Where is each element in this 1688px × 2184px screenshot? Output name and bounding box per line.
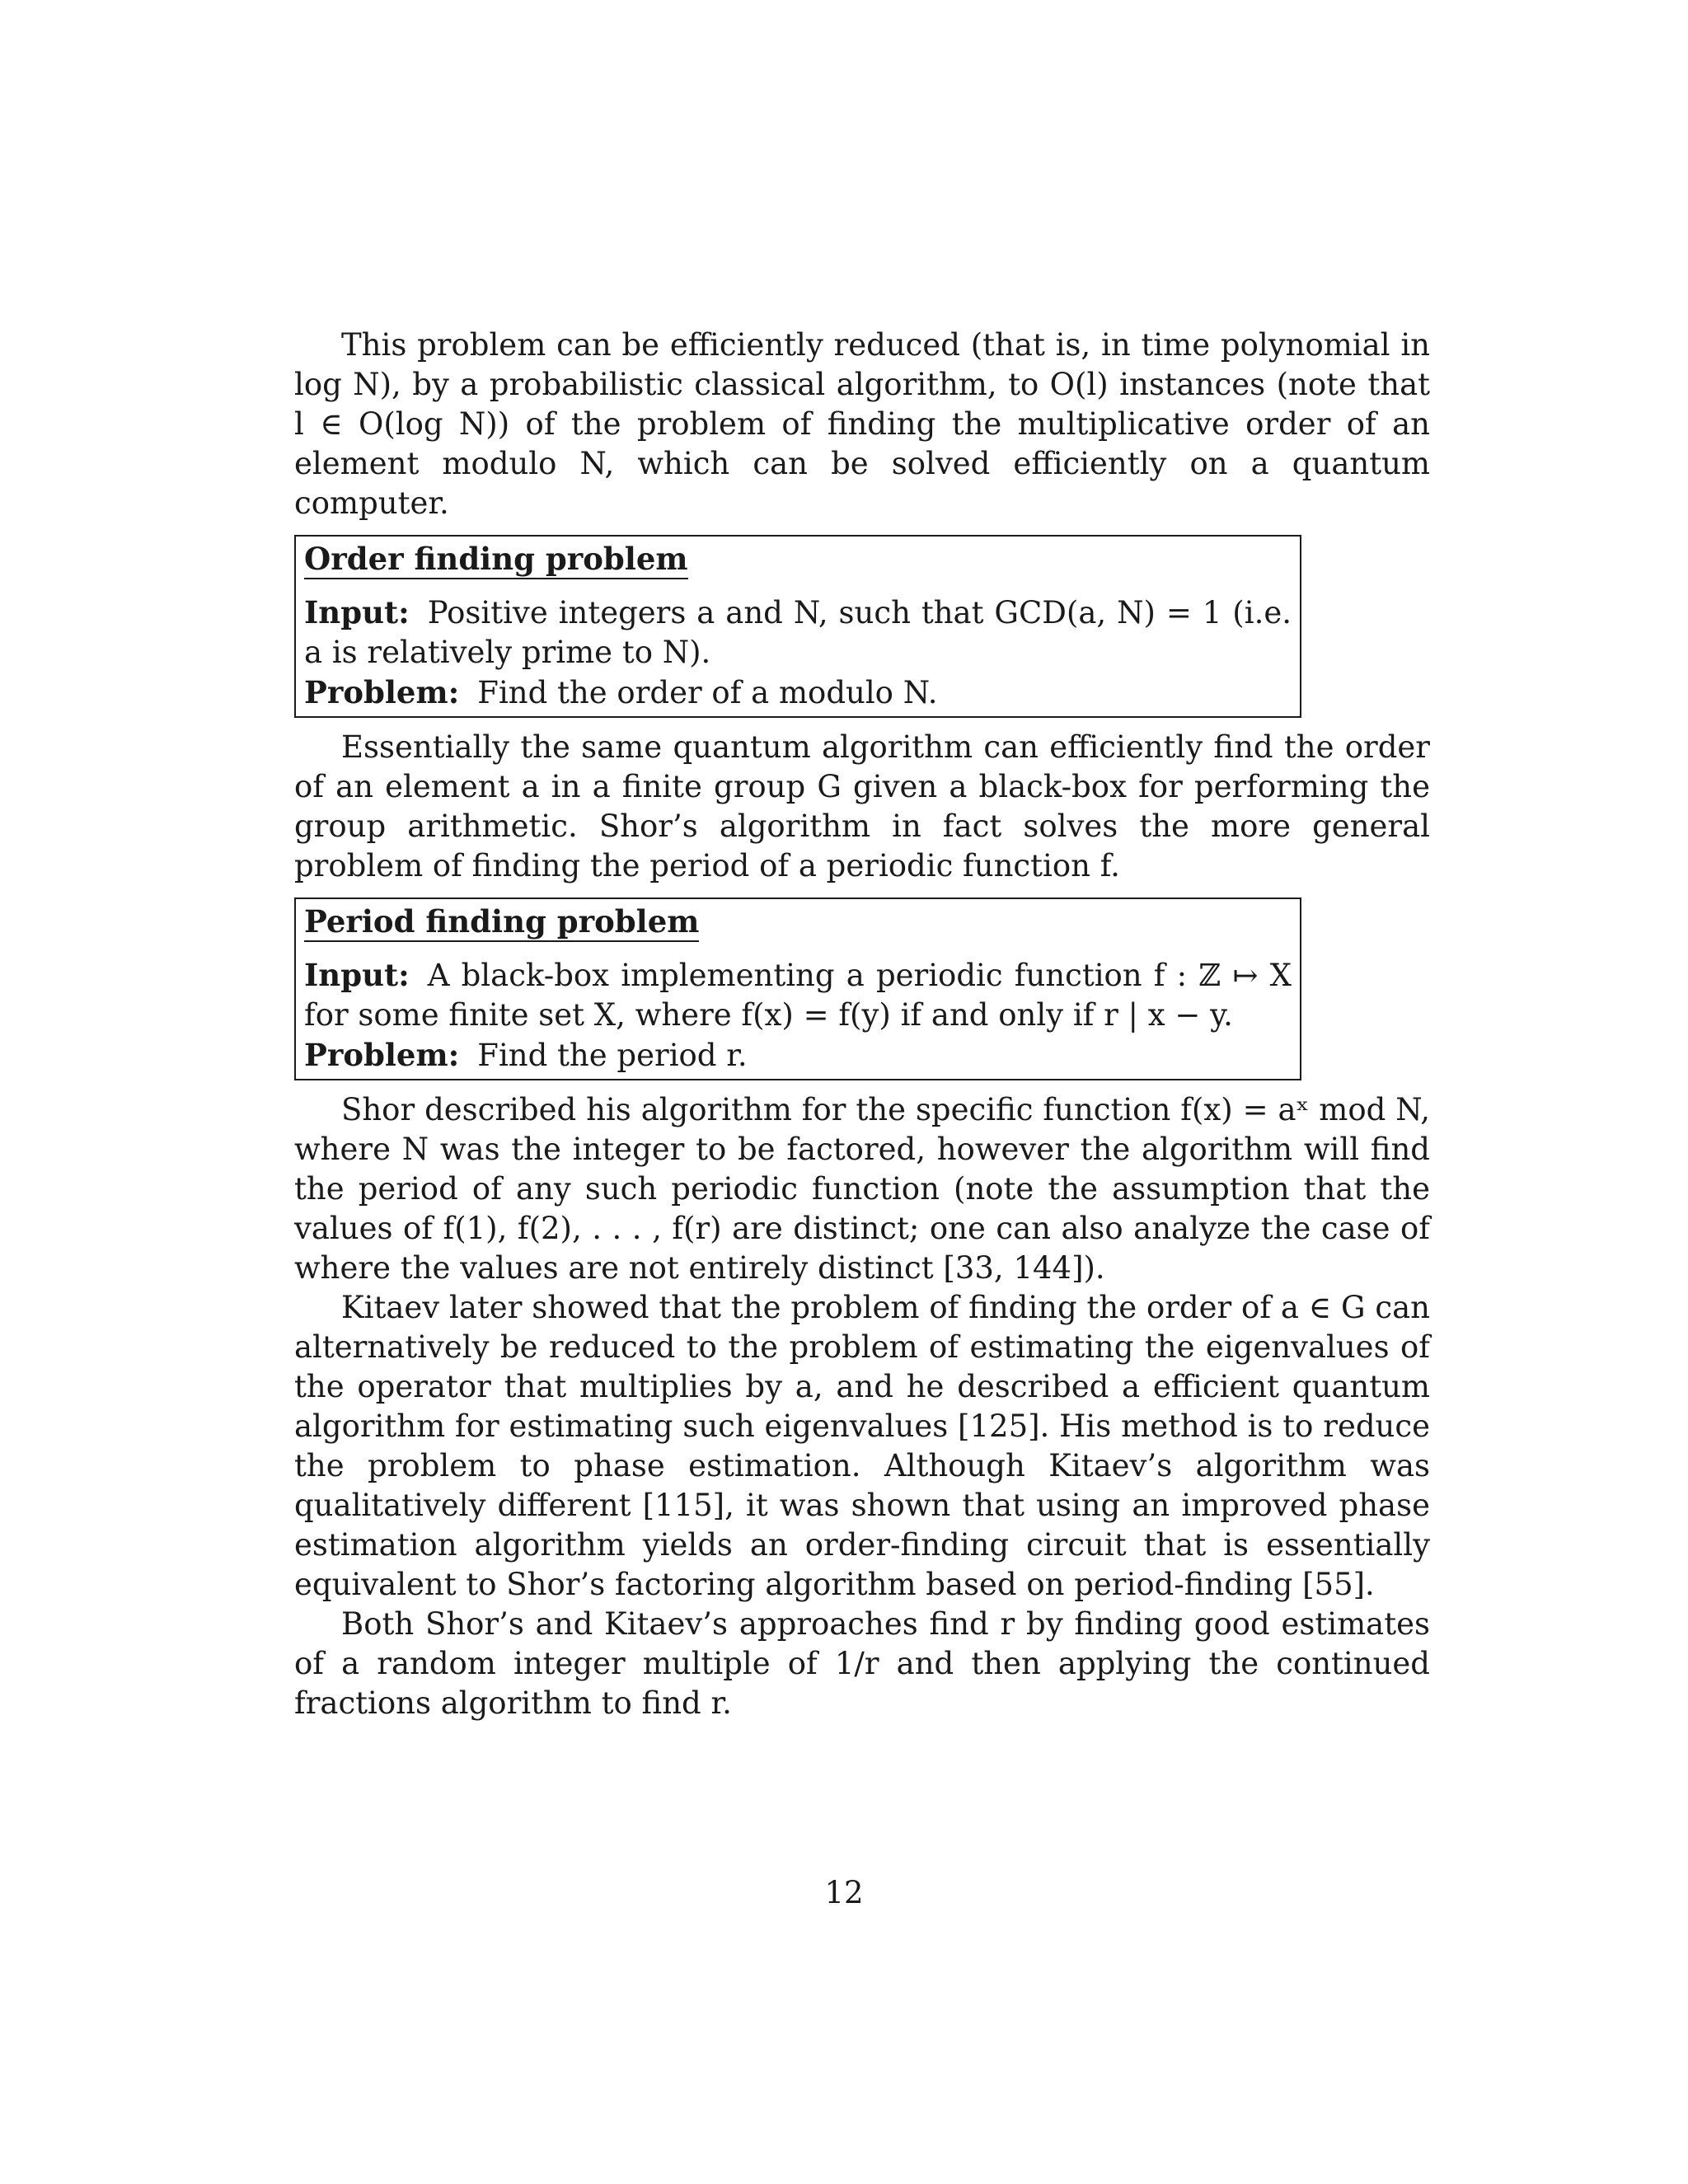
period-finding-input <box>304 955 1292 1035</box>
period-input-text: A black-box implementing a periodic function f : ℤ ↦ X for some finite set X, where f(x) = f(y) if and only if r | x − y. <box>304 958 1292 1033</box>
paragraph-group-order: Essentially the same quantum algorithm can efficiently find the order of an element a in a finite group G given a black-box for performing the group arithmetic. Shor’s algorithm in fact solves the more general problem of finding the period of a periodic function f. <box>294 729 1430 883</box>
period-finding-title: Period finding problem <box>304 902 699 942</box>
order-input-label: Input: <box>304 594 410 630</box>
paragraph-continued-fractions: Both Shor’s and Kitaev’s approaches find r by finding good estimates of a random integer multiple of 1/r and then applying the continued fractions algorithm to find r. <box>294 1606 1430 1721</box>
order-problem-label: Problem: <box>304 674 460 710</box>
page-number: 12 <box>824 1875 864 1910</box>
order-finding-input <box>304 593 1292 673</box>
order-input-text: Positive integers a and N, such that GCD(a, N) = 1 (i.e. a is relatively prime to N). <box>304 595 1292 670</box>
order-finding-title: Order finding problem <box>304 540 688 579</box>
order-finding-box <box>294 535 1301 718</box>
paragraph-shor-function: Shor described his algorithm for the specific function f(x) = aˣ mod N, where N was the integer to be factored, however the algorithm will find the period of any such periodic function (note the assumption that the values of f(1), f(2), . . . , f(r) are distinct; one can also analyze the case of where the values are not entirely distinct [33, 144]). <box>294 1092 1430 1286</box>
period-problem-label: Problem: <box>304 1037 460 1073</box>
period-input-label: Input: <box>304 957 410 993</box>
order-finding-problem <box>304 673 1292 713</box>
period-problem-text: Find the period r. <box>477 1038 748 1073</box>
paragraph-kitaev: Kitaev later showed that the problem of finding the order of a ∈ G can alternatively be reduced to the problem of estimating the eigenvalues of the operator that multiplies by a, and he described a efficient quantum algorithm for estimating such eigenvalues [125]. His method is to reduce the problem to phase estimation. Although Kitaev’s algorithm was qualitatively different [115], it was shown that using an improved phase estimation algorithm yields an order-finding circuit that is essentially equivalent to Shor’s factoring algorithm based on period-finding [55]. <box>294 1290 1430 1602</box>
order-problem-text: Find the order of a modulo N. <box>477 675 938 710</box>
period-finding-box <box>294 898 1301 1080</box>
paragraph-reduction: This problem can be efficiently reduced (that is, in time polynomial in log N), by a probabilistic classical algorithm, to O(l) instances (note that l ∈ O(log N)) of the problem of finding the multiplicative order of an element modulo N, which can be solved efficiently on a quantum computer. <box>294 327 1430 521</box>
page-body <box>294 326 1430 1723</box>
period-finding-problem <box>304 1035 1292 1076</box>
